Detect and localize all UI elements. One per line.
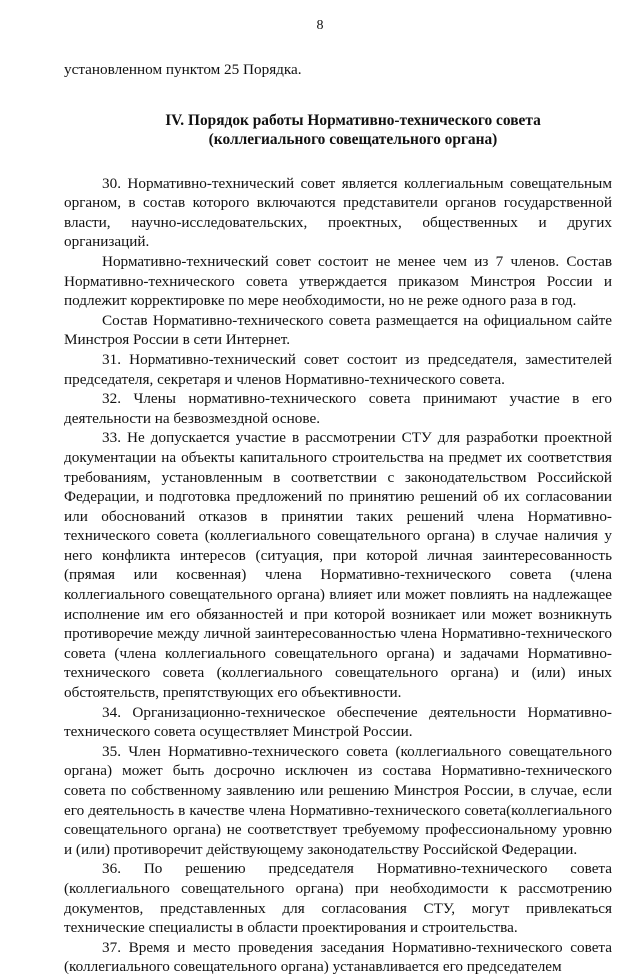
paragraph-36: 36. По решению председателя Нормативно-технического совета (коллегиального совещательного органа) при необходимости к рассмотрению документов, представленных для согласования СТУ, могут привлекаться технические специалисты в области проектирования и строительства.	[64, 860, 612, 937]
page-number: 8	[316, 18, 324, 33]
paragraph-30-members: Нормативно-технический совет состоит не менее чем из 7 членов. Состав Нормативно-технического совета утверждается приказом Минстроя России и подлежит корректировке по мере необходимости, но не реже одного раза в год.	[64, 252, 612, 310]
paragraph-32: 32. Члены нормативно-технического совета принимают участие в его деятельности на безвозмездной основе.	[64, 390, 612, 427]
document-body	[64, 60, 612, 977]
paragraph-35: 35. Член Нормативно-технического совета (коллегиального совещательного органа) может быть досрочно исключен из состава Нормативно-технического совета по собственному заявлению или решению Минстроя России, в случае, если его деятельность в качестве члена Нормативно-технического совета(коллегиального совещательного органа) не соответствует требуемому профессиональному уровню и (или) противоречит действующему законодательству Российской Федерации.	[64, 742, 612, 858]
paragraph-30-publication: Состав Нормативно-технического совета размещается на официальном сайте Минстроя России в сети Интернет.	[64, 311, 612, 349]
paragraph-37: 37. Время и место проведения заседания Нормативно-технического совета (коллегиального совещательного органа) устанавливается его председателем	[64, 938, 612, 976]
paragraph-33: 33. Не допускается участие в рассмотрении СТУ для разработки проектной документации на объекты капитального строительства на предмет их соответствия требованиям, установленным в соответствии с законодательством Российской Федерации, и подготовка предложений по принятию решений об их согласовании или обоснований отказов в принятии таких решений члена Нормативно-технического совета (коллегиального совещательного органа) в случае наличия у него конфликта интересов (ситуация, при которой личная заинтересованность (прямая или косвенная) члена Нормативно-технического совета (члена коллегиального совещательного органа) влияет или может повлиять на надлежащее исполнение им его обязанностей и при которой возникает или может возникнуть противоречие между личной заинтересованностью члена Нормативно-технического совета (члена коллегиального совещательного органа) и задачами Нормативно-технического совета (коллегиального совещательного органа) и (или) иных обстоятельств, препятствующих его объективности.	[64, 429, 612, 702]
section-title: IV. Порядок работы Нормативно-технического совета (коллегиального совещательного органа)	[165, 111, 541, 148]
paragraph-30: 30. Нормативно-технический совет является коллегиальным совещательным органом, в состав которого включаются представители органов государственной власти, научно-исследовательских, проектных, общественных и других организаций.	[64, 174, 612, 251]
continuation-line: установленном пунктом 25 Порядка.	[64, 61, 302, 78]
paragraph-34: 34. Организационно-техническое обеспечение деятельности Нормативно-технического совета осуществляет Минстрой России.	[64, 703, 612, 741]
paragraph-31: 31. Нормативно-технический совет состоит из председателя, заместителей председателя, секретаря и членов Нормативно-технического совета.	[64, 350, 612, 388]
